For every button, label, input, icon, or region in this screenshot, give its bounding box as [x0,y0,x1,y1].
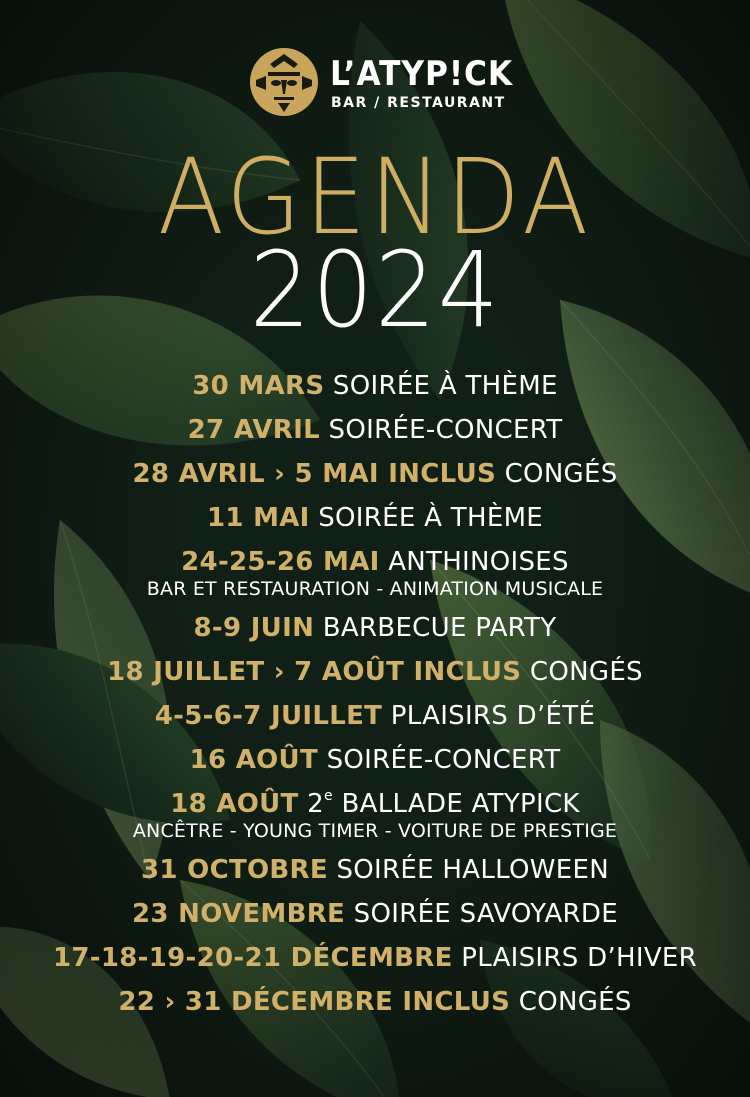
event-item [0,980,750,1024]
event-date: 8-9 JUIN [193,613,315,643]
event-date: 17-18-19-20-21 DÉCEMBRE [52,943,453,973]
event-item [0,540,750,600]
brand-subtitle: BAR / RESTAURANT [331,95,506,111]
event-item [0,364,750,408]
event-title: SOIRÉE-CONCERT [326,745,561,775]
event-title: CONGÉS [504,459,618,489]
event-date: 31 OCTOBRE [141,855,328,885]
event-title: SOIRÉE-CONCERT [328,415,563,445]
event-title: BALLADE ATYPICK [341,789,580,819]
event-item [0,452,750,496]
event-title: SOIRÉE À THÈME [318,503,544,533]
event-title: PLAISIRS D’HIVER [461,943,698,973]
event-list [0,364,750,1024]
event-item [0,782,750,842]
event-subtitle: ANCÊTRE - YOUNG TIMER - VOITURE DE PRESTIGE [132,820,618,842]
event-item [0,936,750,980]
event-date: 24-25-26 MAI [181,547,380,577]
event-subtitle: BAR ET RESTAURATION - ANIMATION MUSICALE [146,578,604,600]
event-title-number: 2 [307,789,325,819]
event-date: 23 NOVEMBRE [132,899,346,929]
event-date: 22 › 31 DÉCEMBRE INCLUS [118,987,511,1017]
event-date: 28 AVRIL › 5 MAI INCLUS [132,459,497,489]
event-title: CONGÉS [518,987,632,1017]
event-title: SOIRÉE HALLOWEEN [336,855,609,885]
event-title: BARBECUE PARTY [322,613,557,643]
agenda-title: AGENDA [157,136,593,258]
brand-logo [248,46,514,116]
event-date: 30 MARS [192,371,325,401]
event-title: PLAISIRS D’ÉTÉ [390,701,596,731]
event-date: 18 JUILLET › 7 AOÛT INCLUS [107,657,522,687]
tiki-mask-icon [248,46,320,118]
event-title: SOIRÉE SAVOYARDE [353,899,618,929]
event-item [0,694,750,738]
event-item [0,892,750,936]
event-item [0,738,750,782]
event-title-ordinal: e [324,788,333,804]
event-title: SOIRÉE À THÈME [332,371,558,401]
event-title: ANTHINOISES [388,547,569,577]
event-date: 11 MAI [206,503,310,533]
event-date: 27 AVRIL [187,415,320,445]
event-item [0,496,750,540]
event-date: 4-5-6-7 JUILLET [154,701,383,731]
event-item [0,650,750,694]
event-item [0,606,750,650]
event-date: 16 AOÛT [189,745,318,775]
event-title: CONGÉS [529,657,643,687]
event-item [0,408,750,452]
event-item [0,848,750,892]
agenda-year: 2024 [249,229,501,351]
brand-name: L’ATYP!CK [330,54,514,94]
event-date: 18 AOÛT [170,789,299,819]
